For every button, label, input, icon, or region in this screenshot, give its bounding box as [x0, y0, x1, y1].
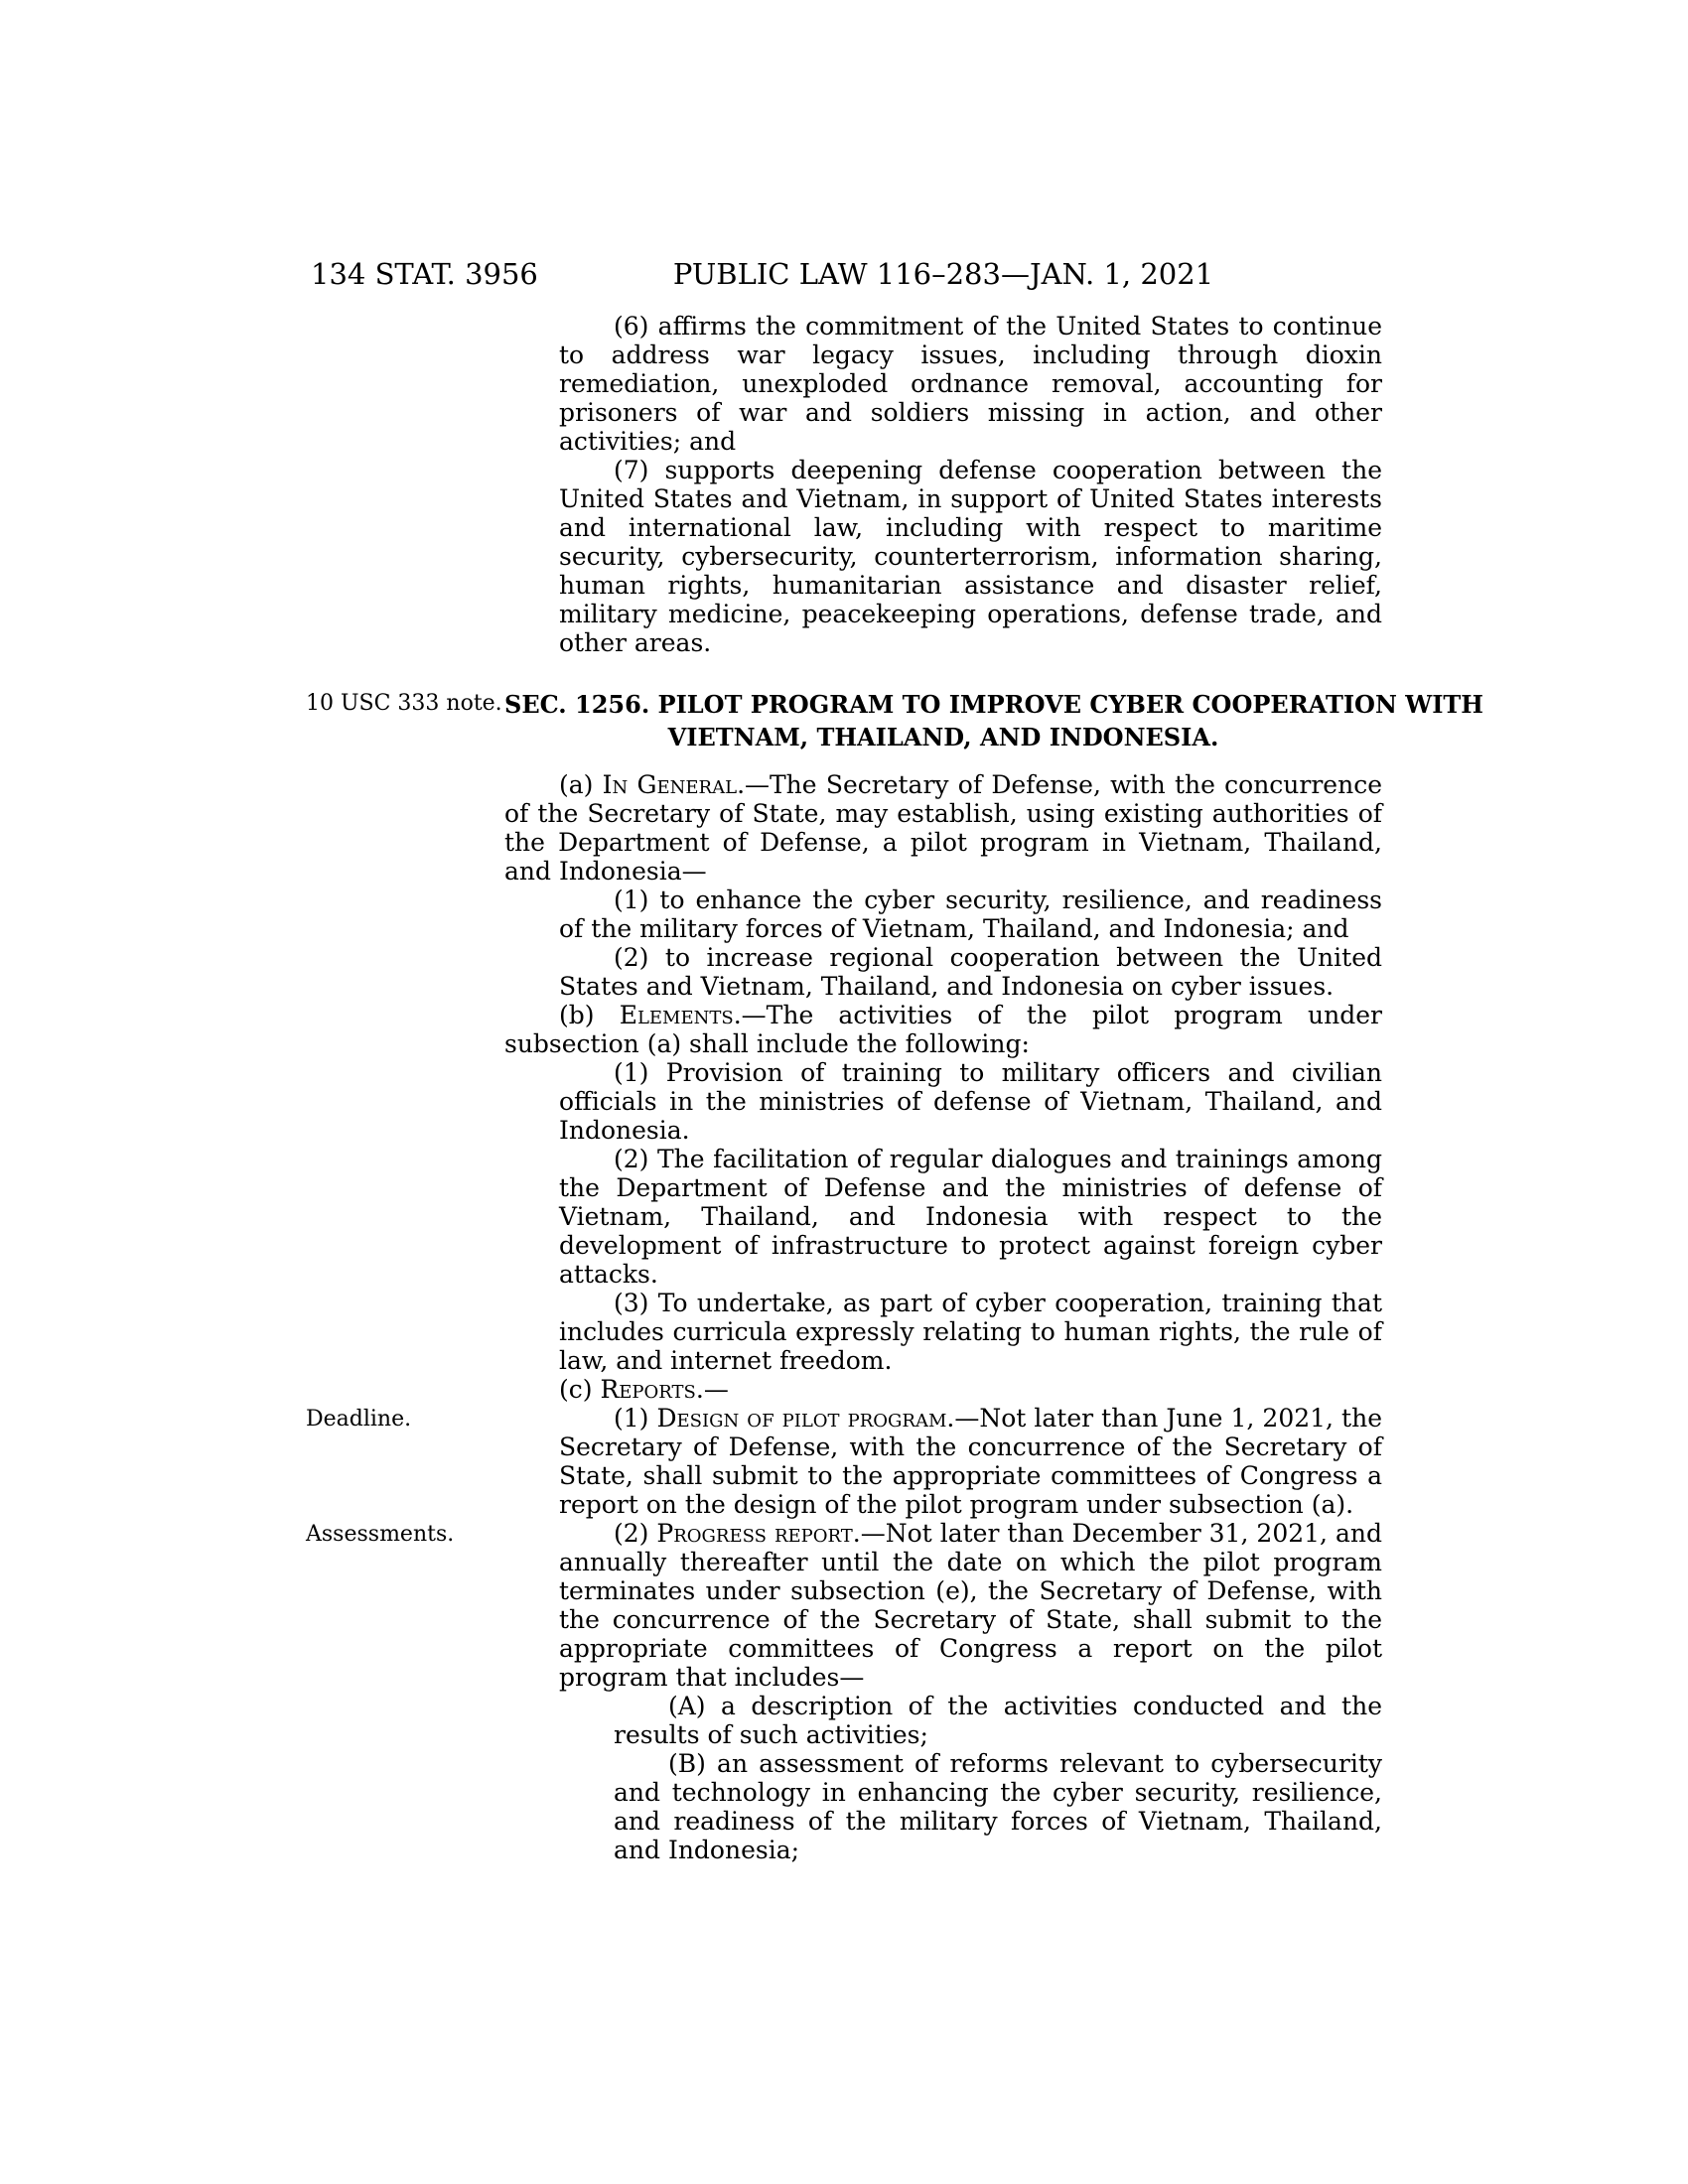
text-run: (1) Provision of training to military officers and civilian officials in the ministries of defense of Vietnam, Thailand, and Indonesia. — [559, 1058, 1382, 1145]
text-run: (a) — [559, 770, 603, 799]
smallcaps-run: Elements — [619, 1001, 734, 1029]
subsection-a — [504, 770, 1382, 886]
text-run: .—Not later than December 31, 2021, and annually thereafter until the date on which the pilot program terminates under subsection (e), the Secretary of Defense, with the concurrence of the Secretary of State, shall submit to the appropriate committees of Congress a report on the pilot program that includes— — [559, 1519, 1382, 1692]
text-run: (A) a description of the activities conducted and the results of such activities; — [614, 1692, 1382, 1749]
text-run: (b) — [559, 1001, 620, 1029]
text-run: (3) To undertake, as part of cyber cooperation, training that includes curricula expressly relating to human rights, the rule of law, and internet freedom. — [559, 1289, 1382, 1375]
text-run: (2) — [614, 1519, 657, 1548]
text-run: (c) — [559, 1375, 601, 1404]
subsection-b — [504, 1001, 1382, 1058]
margin-note: Assessments. — [306, 1522, 455, 1547]
paragraph-b3 — [559, 1289, 1382, 1375]
paragraph-7 — [559, 456, 1382, 657]
statute-body-column — [306, 312, 1483, 1864]
subparagraph-c2B — [614, 1749, 1382, 1864]
text-run: .— — [695, 1375, 729, 1404]
text-run: (7) supports deepening defense cooperation between the United States and Vietnam, in support of United States interests and international law, including with respect to maritime security, cybersecurity, counterterrorism, information sharing, human rights, humanitarian assistance and disaster relief, military medicine, peacekeeping operations, defense trade, and other areas. — [559, 456, 1382, 657]
section-heading-line2: VIETNAM, THAILAND, AND INDONESIA. — [667, 723, 1219, 751]
smallcaps-run: Progress report — [656, 1519, 853, 1548]
margin-note: 10 USC 333 note. — [306, 691, 502, 716]
paragraph-a1 — [559, 886, 1382, 943]
margin-note: Deadline. — [306, 1407, 412, 1432]
text-run: (2) to increase regional cooperation between the United States and Vietnam, Thailand, and Indonesia on cyber issues. — [559, 943, 1382, 1001]
text-run: .—The activities of the pilot program under subsection (a) shall include the following: — [504, 1001, 1382, 1058]
smallcaps-run: Reports — [600, 1375, 696, 1404]
subparagraph-c2A — [614, 1692, 1382, 1749]
text-run: .—Not later than June 1, 2021, the Secretary of Defense, with the concurrence of the Secretary of State, shall submit to the appropriate committees of Congress a report on the design of the pilot program under subsection (a). — [559, 1404, 1382, 1519]
stat-page-number: 134 STAT. 3956 — [311, 257, 538, 291]
paragraph-b1 — [559, 1058, 1382, 1145]
section-1256-heading — [306, 688, 1483, 753]
paragraph-a2 — [559, 943, 1382, 1001]
smallcaps-run: Design of pilot program — [656, 1404, 947, 1433]
paragraph-c2 — [306, 1519, 1382, 1692]
paragraph-b2 — [559, 1145, 1382, 1289]
paragraph-6 — [559, 312, 1382, 456]
text-run: (1) to enhance the cyber security, resilience, and readiness of the military forces of Vietnam, Thailand, and Indonesia; and — [559, 886, 1382, 943]
text-run: (B) an assessment of reforms relevant to cybersecurity and technology in enhancing the cyber security, resilience, and readiness of the military forces of Vietnam, Thailand, and Indonesia; — [614, 1749, 1382, 1864]
text-run: (1) — [614, 1404, 657, 1433]
section-heading-line1: SEC. 1256. PILOT PROGRAM TO IMPROVE CYBER COOPERATION WITH — [504, 690, 1483, 719]
text-run: .—The Secretary of Defense, with the concurrence of the Secretary of State, may establish, using existing authorities of the Department of Defense, a pilot program in Vietnam, Thailand, and Indonesia— — [504, 770, 1383, 886]
public-law-header: PUBLIC LAW 116–283—JAN. 1, 2021 — [672, 257, 1214, 291]
smallcaps-run: In General — [602, 770, 738, 799]
paragraph-c1 — [306, 1404, 1382, 1519]
subsection-c — [504, 1375, 1382, 1404]
text-run: (2) The facilitation of regular dialogues and trainings among the Department of Defense and the ministries of defense of Vietnam, Thailand, and Indonesia with respect to the development of infrastructure to protect against foreign cyber attacks. — [559, 1145, 1382, 1289]
text-run: (6) affirms the commitment of the United States to continue to address war legacy issues, including through dioxin remediation, unexploded ordnance removal, accounting for prisoners of war and soldiers missing in action, and other activities; and — [559, 312, 1382, 456]
